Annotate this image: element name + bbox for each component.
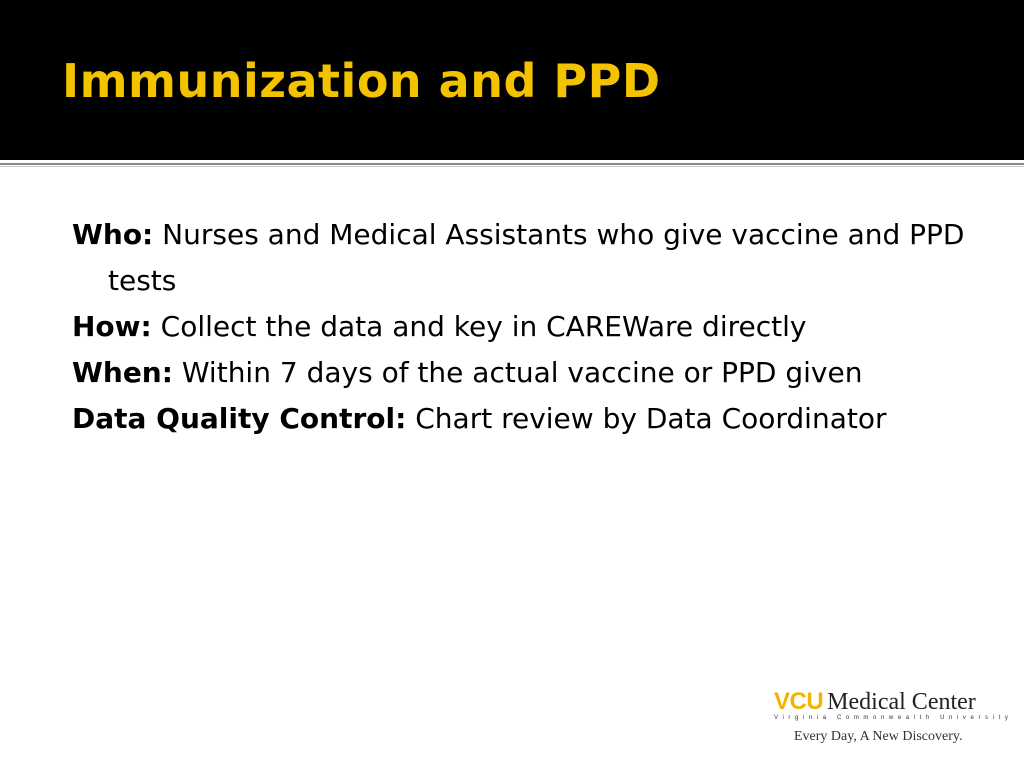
logo-name: Medical Center	[827, 689, 976, 715]
logo-tagline: Every Day, A New Discovery.	[794, 729, 963, 744]
bullet-label: Data Quality Control:	[72, 402, 407, 435]
bullet-who	[72, 212, 972, 304]
title-divider-shadow	[0, 166, 1024, 167]
bullet-data-quality-control	[72, 396, 972, 442]
bullet-text: Nurses and Medical Assistants who give vaccine and PPD tests	[108, 218, 965, 297]
bullet-label: Who:	[72, 218, 154, 251]
slide-body	[72, 212, 972, 442]
bullet-label: How:	[72, 310, 152, 343]
logo-wordmark	[774, 688, 1000, 716]
bullet-how	[72, 304, 972, 350]
title-divider	[0, 163, 1024, 165]
slide-title: Immunization and PPD	[62, 54, 661, 108]
bullet-text: Collect the data and key in CAREWare directly	[160, 310, 807, 343]
vcu-medical-center-logo	[774, 688, 1013, 746]
bullet-label: When:	[72, 356, 173, 389]
bullet-when	[72, 350, 972, 396]
bullet-text: Chart review by Data Coordinator	[415, 402, 887, 435]
logo-brand: VCU	[774, 688, 824, 715]
logo-subtitle: Virginia Commonwealth University	[774, 715, 1013, 721]
bullet-text: Within 7 days of the actual vaccine or PPD given	[181, 356, 863, 389]
